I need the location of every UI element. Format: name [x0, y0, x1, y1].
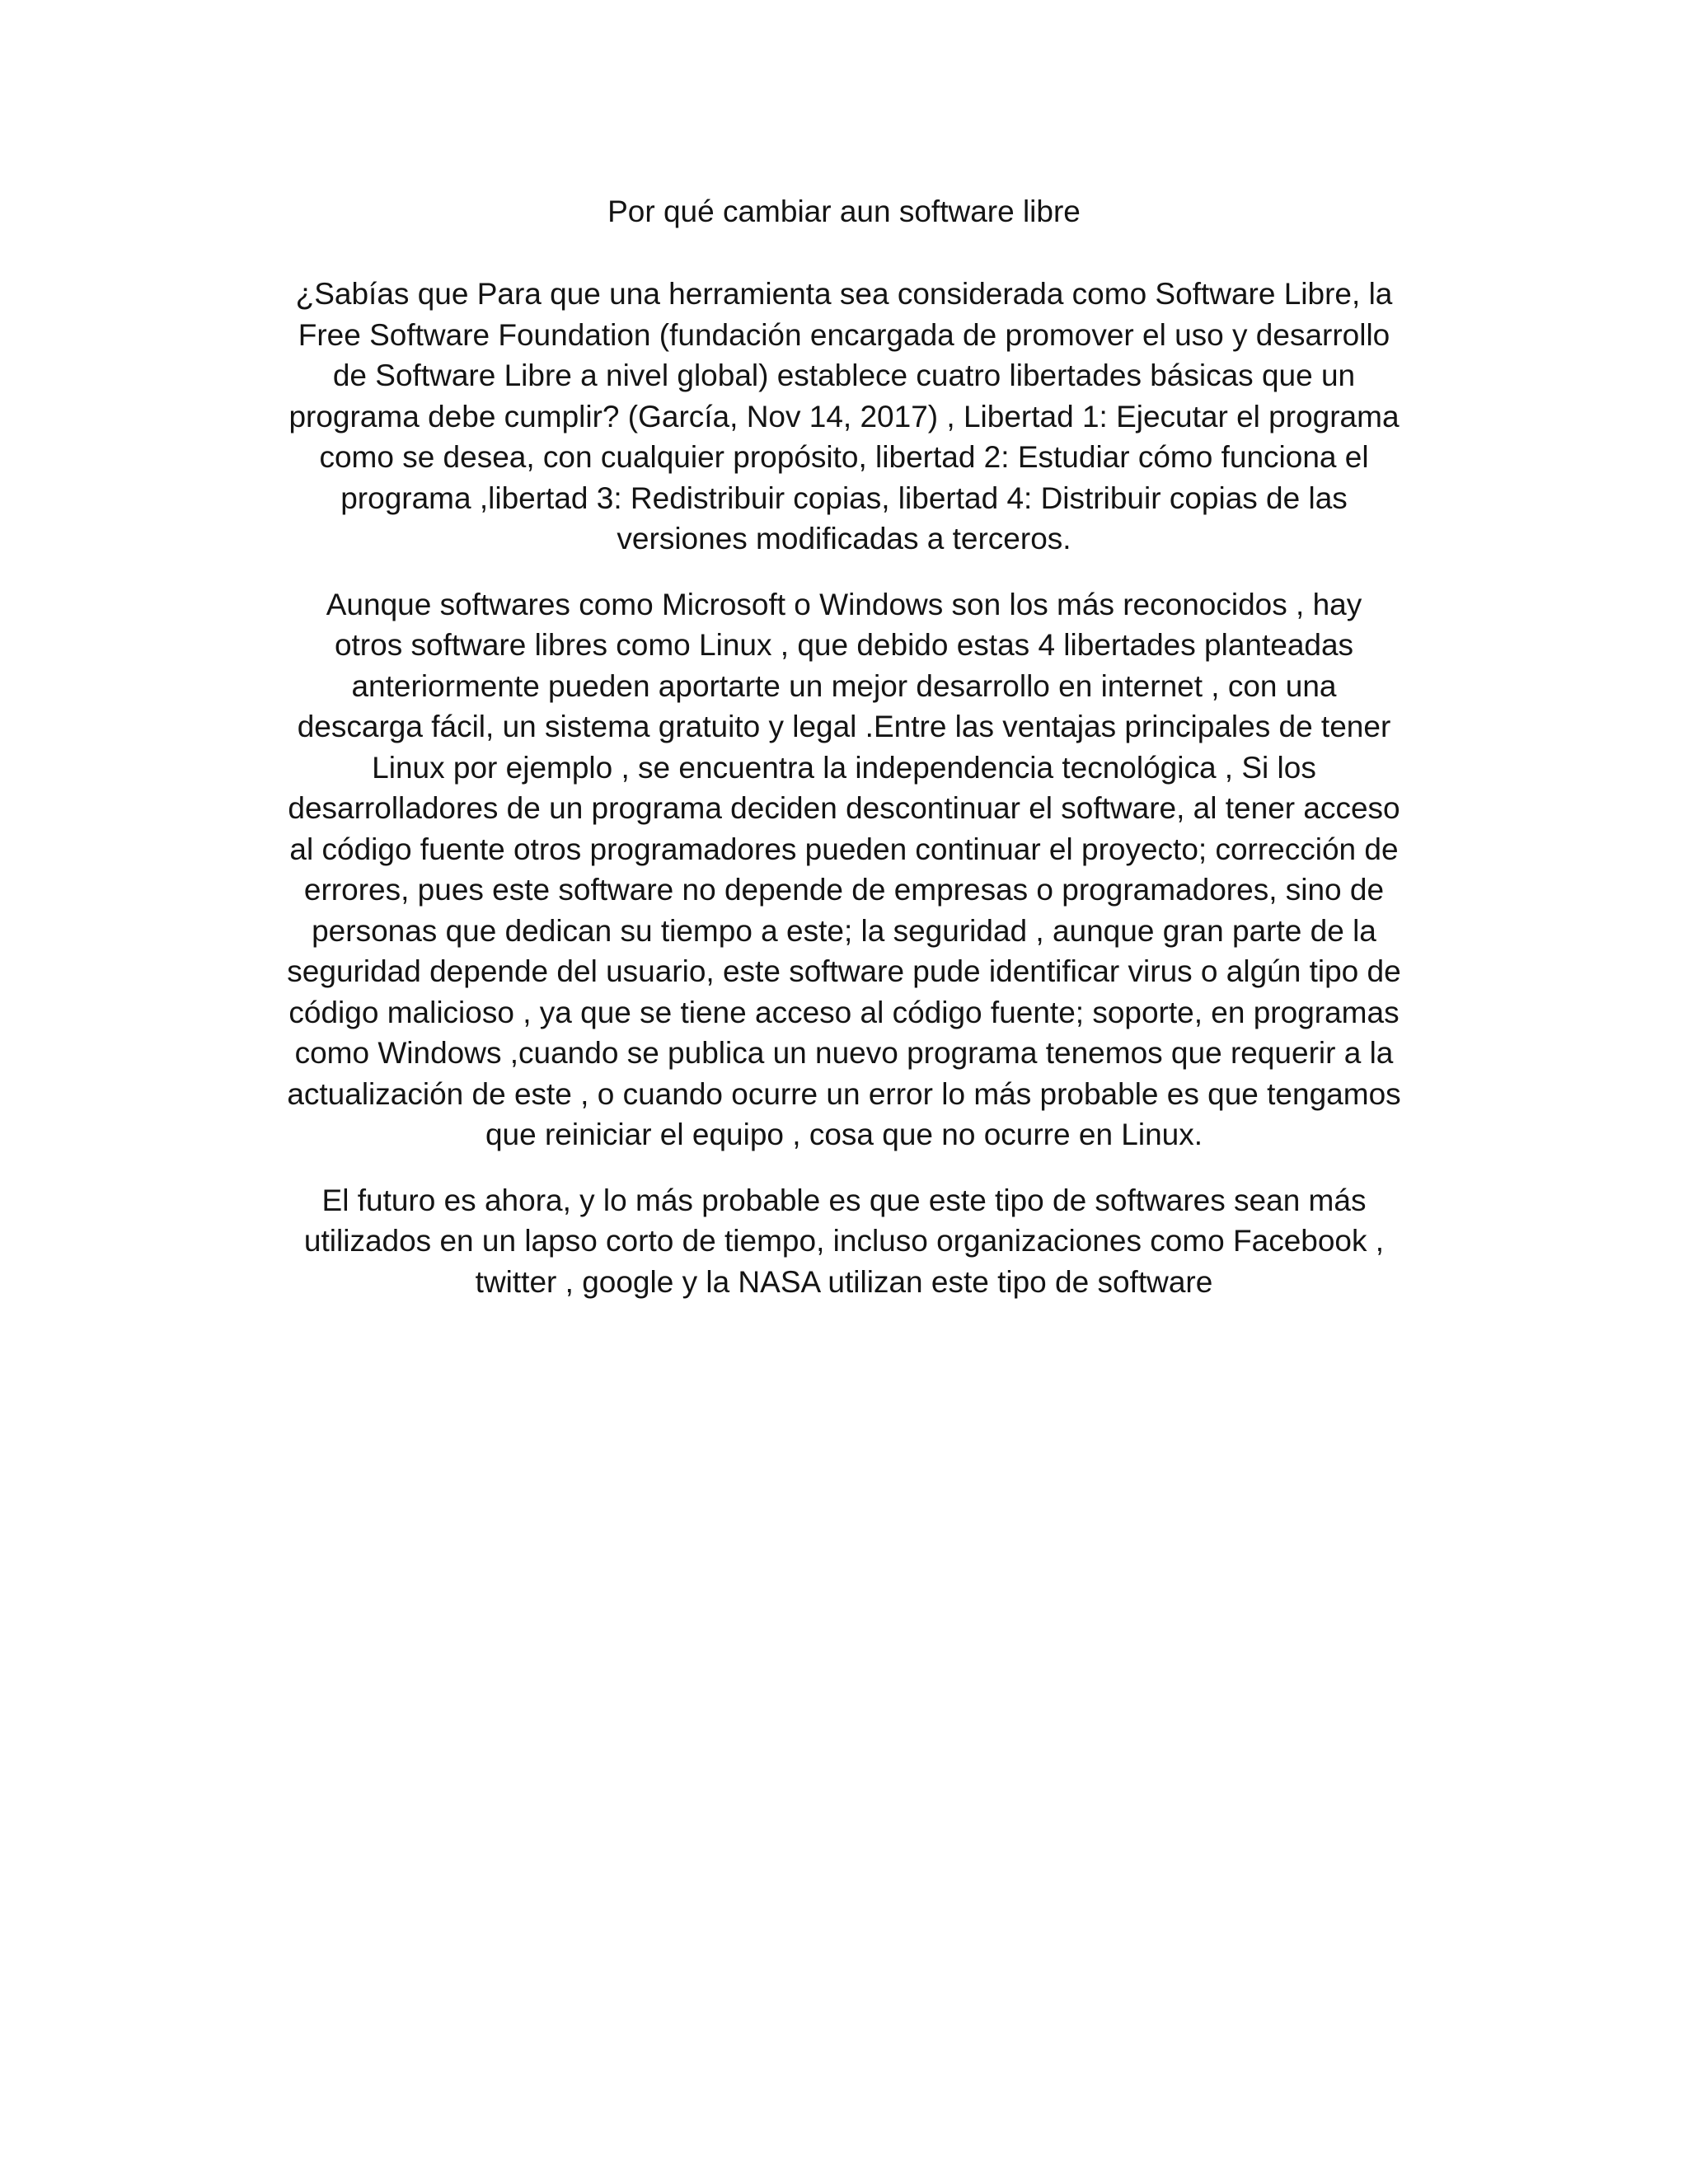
paragraph-line: utilizados en un lapso corto de tiempo, incluso organizaciones como Facebook ,	[303, 1224, 1385, 1258]
document-title: Por qué cambiar aun software libre	[607, 194, 1081, 228]
paragraph-line: actualización de este , o cuando ocurre un error lo más probable es que tengamos	[287, 1076, 1401, 1111]
paragraph-line: El futuro es ahora, y lo más probable es que este tipo de softwares sean más	[321, 1183, 1367, 1217]
paragraph-line: Linux por ejemplo , se encuentra la independencia tecnológica , Si los	[372, 750, 1316, 785]
paragraph-line: Aunque softwares como Microsoft o Windows son los más reconocidos , hay	[326, 587, 1362, 621]
paragraph-1	[223, 274, 1465, 560]
document-body	[223, 191, 1465, 1327]
paragraph-line: versiones modificadas a terceros.	[617, 522, 1071, 555]
paragraph-line: al código fuente otros programadores pueden continuar el proyecto; corrección de	[289, 832, 1399, 866]
paragraph-line: programa ,libertad 3: Redistribuir copias, libertad 4: Distribuir copias de las	[340, 480, 1348, 515]
paragraph-line: desarrolladores de un programa deciden descontinuar el software, al tener acceso	[288, 791, 1400, 825]
paragraph-line: personas que dedican su tiempo a este; la seguridad , aunque gran parte de la	[312, 913, 1376, 948]
paragraph-line: Free Software Foundation (fundación encargada de promover el uso y desarrollo	[298, 317, 1390, 352]
paragraph-line: código malicioso , ya que se tiene acceso al código fuente; soporte, en programas	[288, 995, 1400, 1029]
paragraph-line: que reiniciar el equipo , cosa que no ocurre en Linux.	[485, 1118, 1203, 1151]
paragraph-3	[223, 1180, 1465, 1303]
paragraph-line: descarga fácil, un sistema gratuito y legal .Entre las ventajas principales de tener	[297, 710, 1391, 743]
paragraph-line: programa debe cumplir? (García, Nov 14, 2017) , Libertad 1: Ejecutar el programa	[288, 399, 1400, 434]
paragraph-line: errores, pues este software no depende de empresas o programadores, sino de	[303, 873, 1385, 907]
paragraph-line: de Software Libre a nivel global) establece cuatro libertades básicas que un	[332, 359, 1356, 392]
paragraph-line: como Windows ,cuando se publica un nuevo programa tenemos que requerir a la	[294, 1036, 1394, 1070]
paragraph-line: seguridad depende del usuario, este software pude identificar virus o algún tipo de	[287, 954, 1401, 988]
paragraph-line: otros software libres como Linux , que debido estas 4 libertades planteadas	[334, 628, 1354, 662]
paragraph-line: ¿Sabías que Para que una herramienta sea considerada como Software Libre, la	[295, 277, 1393, 311]
paragraph-line: como se desea, con cualquier propósito, libertad 2: Estudiar cómo funciona el	[319, 440, 1369, 474]
paragraph-2	[223, 584, 1465, 1155]
paragraph-line: twitter , google y la NASA utilizan este tipo de software	[475, 1264, 1213, 1299]
paragraph-line: anteriormente pueden aportarte un mejor desarrollo en internet , con una	[351, 668, 1337, 703]
